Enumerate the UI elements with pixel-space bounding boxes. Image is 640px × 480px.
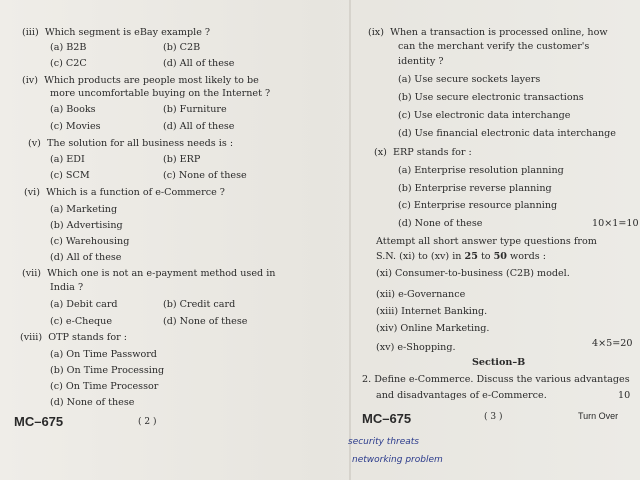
option: (d) All of these xyxy=(50,252,122,263)
marks: 4×5=20 xyxy=(592,338,633,349)
short-question: (xv) e-Shopping. xyxy=(376,342,456,353)
option: (b) Enterprise reverse planning xyxy=(398,183,552,194)
question-2-line2: and disadvantages of e-Commerce. xyxy=(376,390,547,401)
marks: 10×1=10 xyxy=(592,218,639,229)
page-fold xyxy=(349,0,351,480)
paper-code: MC–675 xyxy=(14,414,64,429)
option: (d) None of these xyxy=(163,316,248,327)
option: (b) Credit card xyxy=(163,299,236,310)
option: (b) ERP xyxy=(163,154,201,165)
option: (b) C2B xyxy=(163,42,201,53)
question-iv: (iv) Which products are people most likely to be xyxy=(22,75,259,86)
option: (c) On Time Processor xyxy=(50,381,159,392)
option: (d) None of these xyxy=(50,397,135,408)
option: (b) Use secure electronic transactions xyxy=(398,92,584,103)
question-viii: (viii) OTP stands for : xyxy=(20,332,127,343)
option: (a) Books xyxy=(50,104,96,115)
option: (d) All of these xyxy=(163,58,235,69)
option: (c) None of these xyxy=(163,170,247,181)
question-vii: (vii) Which one is not an e-payment method used in xyxy=(22,268,276,279)
option: (c) Enterprise resource planning xyxy=(398,200,558,211)
option: (a) On Time Password xyxy=(50,349,157,360)
option: (c) Warehousing xyxy=(50,236,130,247)
question-ix-line3: identity ? xyxy=(398,56,444,67)
paper-code: MC–675 xyxy=(362,411,412,426)
short-question: (xii) e-Governance xyxy=(376,289,466,300)
option: (b) Furniture xyxy=(163,104,227,115)
page-number: ( 3 ) xyxy=(484,412,503,422)
option: (b) Advertising xyxy=(50,220,123,231)
option: (a) Enterprise resolution planning xyxy=(398,165,564,176)
option: (a) Use secure sockets layers xyxy=(398,74,541,85)
option: (b) On Time Processing xyxy=(50,365,165,376)
question-ix-line2: can the merchant verify the customer's xyxy=(398,41,590,52)
section-heading: Section–B xyxy=(472,357,526,368)
option: (d) None of these xyxy=(398,218,483,229)
short-question: (xiii) Internet Banking. xyxy=(376,306,488,317)
instruction-line2: S.N. (xi) to (xv) in 25 to 50 words : xyxy=(376,251,546,262)
marks: 10 xyxy=(618,390,631,401)
option: (c) Use electronic data interchange xyxy=(398,110,571,121)
option: (c) e-Cheque xyxy=(50,316,113,327)
short-question: (xi) Consumer-to-business (C2B) model. xyxy=(376,268,570,279)
question-x: (x) ERP stands for : xyxy=(374,147,472,158)
question-2-line1: 2. Define e-Commerce. Discuss the various advantages xyxy=(362,374,630,385)
option: (d) All of these xyxy=(163,121,235,132)
short-question: (xiv) Online Marketing. xyxy=(376,323,490,334)
handwritten-note: security threats xyxy=(348,437,419,447)
option: (a) B2B xyxy=(50,42,87,53)
question-vii-line2: India ? xyxy=(50,282,84,293)
option: (c) SCM xyxy=(50,170,90,181)
option: (d) Use financial electronic data interchange xyxy=(398,128,616,139)
option: (a) Marketing xyxy=(50,204,118,215)
option: (c) Movies xyxy=(50,121,101,132)
question-iv-line2: more uncomfortable buying on the Internet ? xyxy=(50,88,271,99)
handwritten-note: networking problem xyxy=(352,455,443,465)
question-v: (v) The solution for all business needs is : xyxy=(28,138,234,149)
option: (c) C2C xyxy=(50,58,87,69)
question-vi: (vi) Which is a function of e-Commerce ? xyxy=(24,187,225,198)
option: (a) Debit card xyxy=(50,299,118,310)
page-number: ( 2 ) xyxy=(138,417,157,427)
question-iii: (iii) Which segment is eBay example ? xyxy=(22,27,211,38)
instruction-line1: Attempt all short answer type questions from xyxy=(376,236,597,247)
option: (a) EDI xyxy=(50,154,85,165)
question-ix: (ix) When a transaction is processed online, how xyxy=(368,27,608,38)
turn-over: Turn Over xyxy=(578,411,619,421)
